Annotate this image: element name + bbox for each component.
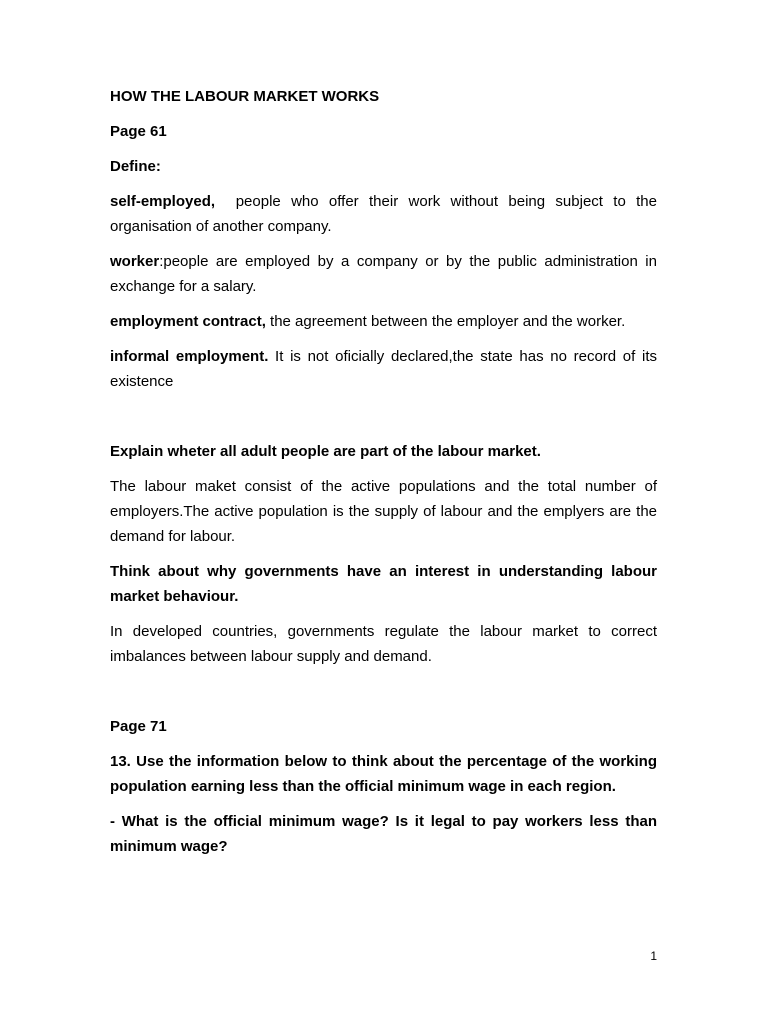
question-labour-market: Explain wheter all adult people are part of the labour market.: [110, 443, 541, 460]
definition-text: It is not oficially declared,the state has no record of its existence: [110, 348, 657, 390]
page-reference: Page 71: [110, 718, 167, 735]
document-body: [110, 84, 662, 869]
definition-employment-contract: [110, 309, 657, 334]
document-title: HOW THE LABOUR MARKET WORKS: [110, 88, 380, 105]
definition-text: :people are employed by a company or by the public administration in exchange for a salary.: [110, 253, 657, 295]
spacer: [110, 679, 657, 714]
page-reference: Page 61: [110, 123, 167, 140]
spacer: [110, 404, 657, 439]
question-minimum-wage-percentage: 13. Use the information below to think about the percentage of the working population earning less than the official minimum wage in each region.: [110, 753, 657, 795]
definition-text: people who offer their work without being subject to the organisation of another company.: [110, 193, 662, 235]
definition-informal-employment: [110, 344, 657, 394]
definition-term: employment contract,: [110, 313, 266, 330]
definition-text: the agreement between the employer and the worker.: [265, 313, 626, 330]
question-official-minimum-wage: - What is the official minimum wage? Is it legal to pay workers less than minimum wage?: [110, 813, 657, 855]
define-heading: Define:: [110, 158, 161, 175]
definition-term: informal employment.: [110, 348, 269, 365]
definition-term: self-employed,: [110, 193, 216, 210]
question-governments: Think about why governments have an interest in understanding labour market behaviour.: [110, 563, 657, 605]
definition-worker: [110, 249, 657, 299]
definition-self-employed: [110, 189, 662, 239]
answer-governments: In developed countries, governments regulate the labour market to correct imbalances between labour supply and demand.: [110, 623, 657, 665]
answer-labour-market: The labour maket consist of the active populations and the total number of employers.The active population is the supply of labour and the emplyers are the demand for labour.: [110, 478, 657, 545]
page-number: 1: [650, 949, 657, 963]
definition-term: worker: [110, 253, 160, 270]
